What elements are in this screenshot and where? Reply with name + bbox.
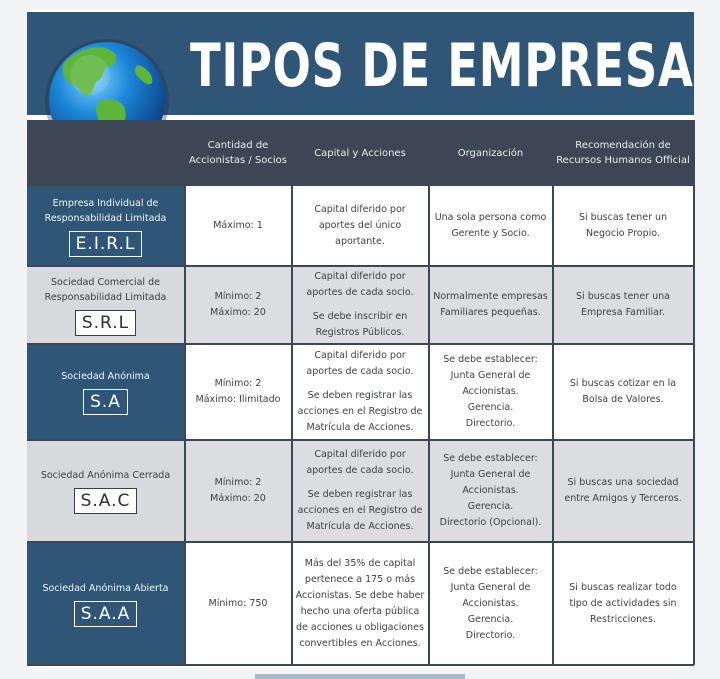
capital-text: Capital diferido por aportes de cada socio. (306, 449, 414, 476)
partners-text: Máximo: 20 (210, 493, 266, 504)
partners-text: Máximo: 20 (210, 307, 266, 318)
recommendation-text: Si buscas tener un Negocio Propio. (578, 212, 668, 239)
recommendation-cell (560, 186, 686, 266)
recommendation-cell (560, 344, 686, 440)
row-divider (27, 343, 694, 345)
organization-text: Junta General de Accionistas. (450, 370, 531, 397)
recommendation-cell (560, 266, 686, 344)
organization-text: Se debe establecer: (443, 565, 538, 577)
recommendation-text: Si buscas tener una Empresa Familiar. (576, 291, 670, 318)
company-label (27, 542, 184, 665)
company-label (27, 186, 184, 266)
company-name: Sociedad Anónima Cerrada (40, 470, 171, 481)
column-divider (552, 120, 554, 665)
organization-cell (433, 440, 548, 542)
footer-bar (255, 674, 465, 679)
organization-cell (433, 186, 548, 266)
capital-text: Se deben registrar las acciones en el Registro de Matrícula de Acciones. (297, 390, 423, 433)
organization-text: Se debe establecer: (443, 453, 538, 464)
organization-text: Gerencia. (467, 613, 514, 625)
partners-cell (185, 440, 291, 542)
capital-cell (296, 344, 424, 440)
recommendation-text: Si buscas cotizar en la Bolsa de Valores. (569, 378, 677, 405)
partners-cell (185, 542, 291, 665)
page-title: TIPOS DE EMPRESA (190, 31, 694, 101)
capital-text: Más del 35% de capital pertenece a 175 o más Accionistas. Se debe haber hecho una oferta pública de acciones u obligaciones convertibles en Acciones. (295, 557, 425, 649)
organization-text: Directorio. (465, 418, 516, 429)
company-abbr: S.R.L (75, 310, 136, 336)
row-divider (27, 439, 694, 441)
capital-text: Se deben registrar las acciones en el Registro de Matrícula de Acciones. (297, 489, 423, 532)
recommendation-cell (560, 440, 686, 542)
company-name: Sociedad Anónima Abierta (42, 582, 169, 594)
column-divider (291, 120, 293, 665)
company-label (27, 266, 184, 344)
header-recommendation: Recomendación de Recursos Humanos Official (556, 140, 690, 166)
column-divider (428, 120, 430, 665)
header-partners: Cantidad de Accionistas / Socios (189, 140, 287, 166)
company-name: Sociedad Anónima (61, 371, 150, 382)
partners-cell (185, 266, 291, 344)
partners-text: Máximo: 1 (213, 220, 263, 231)
row-divider (27, 541, 694, 543)
organization-cell (433, 344, 548, 440)
organization-text: Junta General de Accionistas. (450, 469, 531, 496)
organization-text: Gerencia. (467, 501, 514, 512)
organization-text: Normalmente empresas Familiares pequeñas. (433, 291, 548, 318)
capital-cell (296, 266, 424, 344)
partners-text: Mínimo: 2 (214, 378, 262, 389)
organization-text: Directorio. (465, 629, 516, 641)
organization-cell (433, 266, 548, 344)
company-abbr: E.I.R.L (69, 231, 143, 257)
capital-text: Capital diferido por aportes de cada socio. (306, 271, 414, 298)
header-capital: Capital y Acciones (314, 147, 406, 159)
organization-text: Se debe establecer: (443, 354, 538, 365)
organization-cell (433, 542, 548, 665)
column-divider (184, 120, 186, 665)
company-name: Sociedad Comercial de Responsabilidad Limitada (44, 276, 167, 303)
recommendation-cell (560, 542, 686, 665)
partners-text: Mínimo: 2 (214, 477, 262, 488)
company-abbr: S.A.C (74, 488, 138, 514)
capital-cell (296, 186, 424, 266)
recommendation-text: Si buscas una sociedad entre Amigos y Terceros. (564, 477, 682, 504)
partners-text: Mínimo: 750 (208, 597, 268, 609)
company-label (27, 344, 184, 440)
capital-cell (294, 542, 426, 665)
column-divider (693, 120, 695, 665)
partners-cell (185, 344, 291, 440)
organization-text: Gerencia. (467, 402, 514, 413)
partners-text: Mínimo: 2 (214, 291, 262, 302)
organization-text: Una sola persona como Gerente y Socio. (434, 212, 547, 239)
row-divider (27, 664, 694, 666)
partners-cell (185, 186, 291, 266)
partners-text: Máximo: Ilimitado (195, 394, 281, 405)
capital-text: Capital diferido por aportes del único aportante. (314, 204, 406, 247)
recommendation-text: Si buscas realizar todo tipo de actividades sin Restricciones. (569, 581, 677, 625)
capital-text: Se debe inscribir en Registros Públicos. (312, 311, 408, 338)
company-abbr: S.A (83, 389, 128, 415)
company-name: Empresa Individual de Responsabilidad Limitada (44, 197, 167, 224)
organization-text: Junta General de Accionistas. (450, 581, 531, 609)
row-divider (27, 265, 694, 267)
capital-text: Capital diferido por aportes de cada socio. (306, 350, 414, 377)
company-label (27, 440, 184, 542)
organization-text: Directorio (Opcional). (439, 517, 542, 528)
header-organization: Organización (457, 147, 524, 159)
company-abbr: S.A.A (74, 601, 138, 627)
capital-cell (296, 440, 424, 542)
